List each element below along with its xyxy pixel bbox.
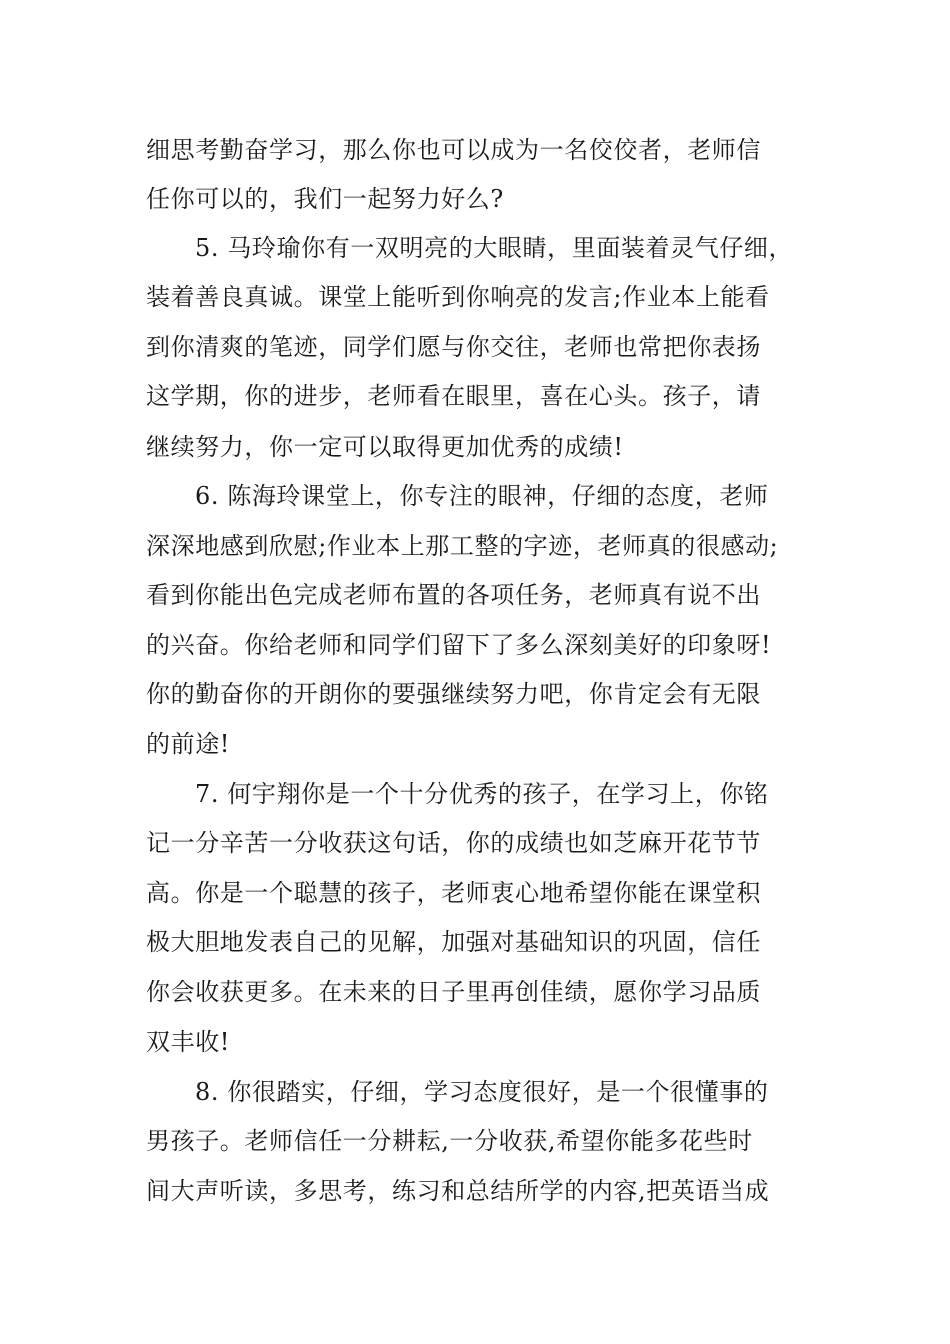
text-line: 看到你能出色完成老师布置的各项任务，老师真有说不出 bbox=[146, 581, 761, 609]
text-line: 你会收获更多。在未来的日子里再创佳绩，愿你学习品质 bbox=[146, 978, 761, 1006]
paragraph-6-start: 6. 陈海玲课堂上，你专注的眼神，仔细的态度，老师 bbox=[195, 482, 769, 510]
text-line: 装着善良真诚。课堂上能听到你响亮的发言;作业本上能看 bbox=[146, 283, 770, 311]
text-line: 任你可以的，我们一起努力好么? bbox=[146, 185, 504, 213]
text-line: 男孩子。老师信任一分耕耘,一分收获,希望你能多花些时 bbox=[146, 1127, 753, 1155]
text-line: 深深地感到欣慰;作业本上那工整的字迹，老师真的很感动; bbox=[146, 532, 779, 560]
text-line: 细思考勤奋学习，那么你也可以成为一名佼佼者，老师信 bbox=[146, 136, 761, 164]
paragraph-5-start: 5. 马玲瑜你有一双明亮的大眼睛，里面装着灵气仔细， bbox=[195, 234, 794, 262]
paragraph-7-start: 7. 何宇翔你是一个十分优秀的孩子，在学习上，你铭 bbox=[195, 780, 769, 808]
paragraph-8-start: 8. 你很踏实，仔细，学习态度很好，是一个很懂事的 bbox=[195, 1078, 769, 1106]
text-line: 你的勤奋你的开朗你的要强继续努力吧，你肯定会有无限 bbox=[146, 680, 761, 708]
text-line: 间大声听读，多思考，练习和总结所学的内容,把英语当成 bbox=[146, 1177, 770, 1205]
text-line: 继续努力，你一定可以取得更加优秀的成绩! bbox=[146, 433, 624, 461]
text-line: 极大胆地发表自己的见解，加强对基础知识的巩固，信任 bbox=[146, 928, 761, 956]
text-line: 的前途! bbox=[146, 730, 231, 758]
text-line: 双丰收! bbox=[146, 1028, 231, 1056]
text-line: 到你清爽的笔迹，同学们愿与你交往，老师也常把你表扬 bbox=[146, 333, 761, 361]
text-line: 这学期，你的进步，老师看在眼里，喜在心头。孩子，请 bbox=[146, 382, 761, 410]
text-line: 的兴奋。你给老师和同学们留下了多么深刻美好的印象呀! bbox=[146, 631, 772, 659]
text-line: 记一分辛苦一分收获这句话，你的成绩也如芝麻开花节节 bbox=[146, 829, 761, 857]
text-line: 高。你是一个聪慧的孩子，老师衷心地希望你能在课堂积 bbox=[146, 879, 761, 907]
